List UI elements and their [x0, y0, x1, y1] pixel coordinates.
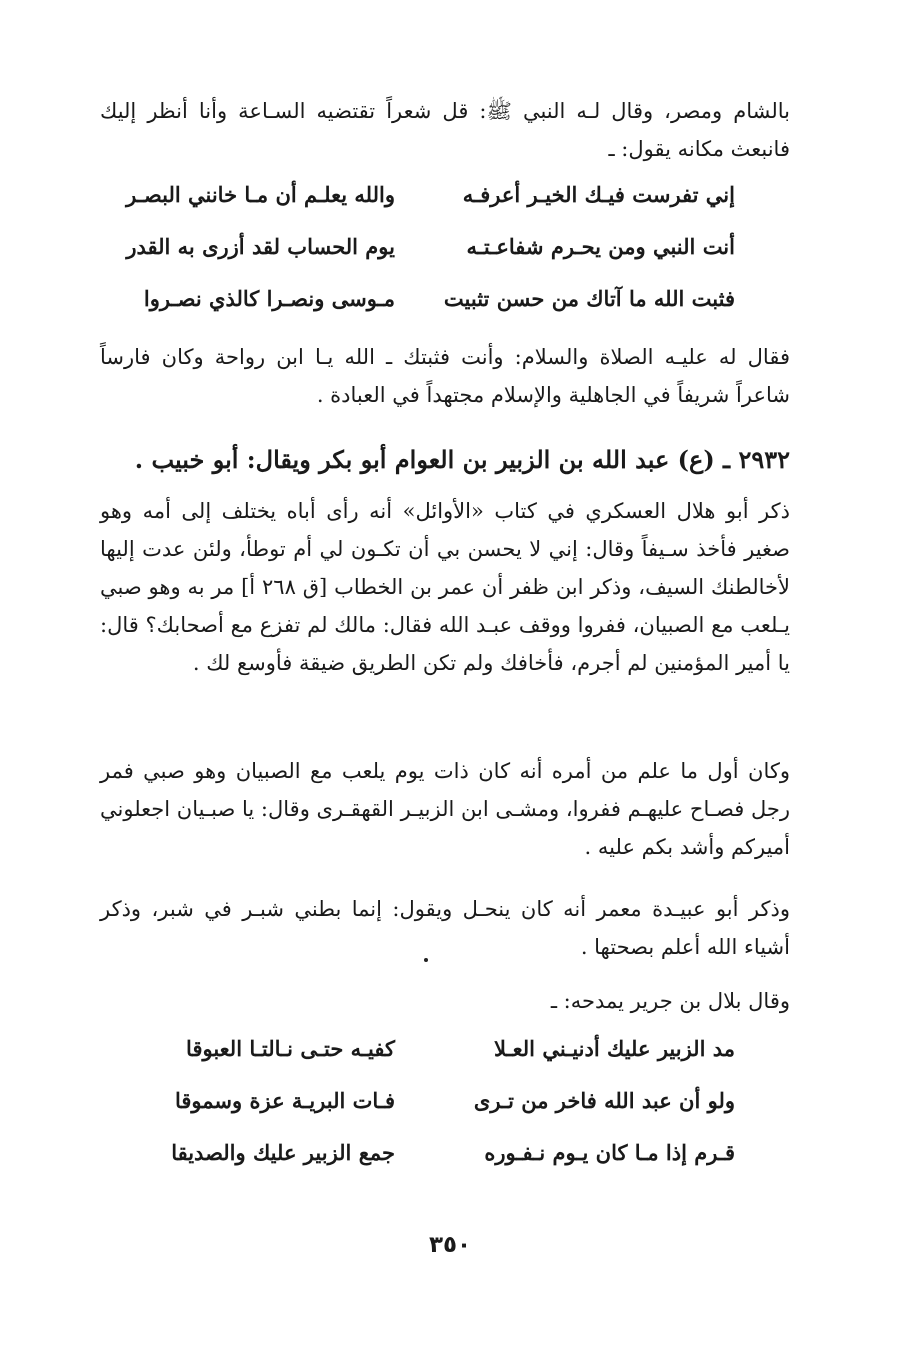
poem2-verse-3	[135, 1140, 735, 1180]
poem2-verse-1	[135, 1036, 735, 1076]
verse-first-hemistich: قـرم إذا مـا كان يـوم نـفـوره	[484, 1140, 735, 1165]
page-number: ٣٥٠	[428, 1232, 472, 1258]
verse-first-hemistich: فثبت الله ما آتاك من حسن تثبيت	[443, 286, 735, 311]
verse-first-hemistich: أنت النبي ومن يحـرم شفاعـتـه	[466, 234, 735, 259]
paragraph-4: وقال بلال بن جرير يمدحه: ـ	[550, 989, 790, 1013]
verse-second-hemistich: والله يعلـم أن مـا خانني البصـر	[126, 182, 395, 207]
paragraph-3: وذكر أبو عبيـدة معمر أنه كان ينحـل ويقول: إنما بطني شبـر في شبر، وذكر أشياء الله أعلم بصحتها .	[100, 897, 790, 959]
verse-first-hemistich: ولو أن عبد الله فاخر من تـرى	[473, 1088, 735, 1113]
poem1-verse-1	[126, 182, 735, 222]
verse-second-hemistich: فـات البريـة عزة وسموقا	[175, 1088, 395, 1113]
poem1-verse-2	[126, 234, 735, 274]
verse-second-hemistich: كفيـه حتـى نـالتـا العبوقا	[186, 1036, 395, 1061]
paragraph-1: ذكر أبو هلال العسكري في كتاب «الأوائل» أنه رأى أباه يختلف إلى أمه وهو صغير فأخذ سـيفاً وقال: إني لا يحسن بي أن تكـون لي أم توطأ، ولئن عدت إليها لأخالطنك السيف، وذكر ابن ظفر أن عمر بن الخطاب [ق ٢٦٨ أ] مر به وهو صبي يـلعب مع الصبيان، ففروا ووقف عبـد الله فقال: مالك لم تفزع مع أصحابك؟ قال: يا أمير المؤمنين لم أجرم، فأخافك ولم تكن الطريق ضيقة فأوسع لك .	[100, 499, 790, 675]
after-poem-paragraph: فقال له عليـه الصلاة والسلام: وأنت فثبتك ـ الله يـا ابن رواحة وكان فارساً شاعراً شريفاً في الجاهلية والإسلام مجتهداً في العبادة .	[100, 345, 790, 407]
poem2-verse-2	[135, 1088, 735, 1128]
poem1-verse-3	[135, 286, 735, 326]
verse-first-hemistich: إني تفرست فيـك الخيـر أعرفـه	[462, 182, 735, 207]
paragraph-2: وكان أول ما علم من أمره أنه كان ذات يوم يلعب مع الصبيان وهو صبي فمر رجل فصـاح عليهـم ففروا، ومشـى ابن الزبيـر القهقـرى وقال: يا صبـيان اجعلوني أميركم وأشد بكم عليه .	[100, 759, 790, 859]
entry-heading: ٢٩٣٢ ـ (ع) عبد الله بن الزبير بن العوام أبو بكر ويقال: أبو خبيب .	[134, 445, 790, 474]
ink-dot	[424, 958, 428, 962]
intro-paragraph: بالشام ومصر، وقال لـه النبي ﷺ: قل شعراً تقتضيه السـاعة وأنا أنظر إليك فانبعث مكانه يقول: ـ	[100, 99, 790, 161]
verse-first-hemistich: مد الزبير عليك أدنيـني العـلا	[493, 1036, 735, 1061]
verse-second-hemistich: مـوسى ونصـرا كالذي نصـروا	[143, 286, 395, 311]
verse-second-hemistich: جمع الزبير عليك والصديقا	[171, 1140, 395, 1165]
verse-second-hemistich: يوم الحساب لقد أزرى به القدر	[126, 234, 395, 259]
